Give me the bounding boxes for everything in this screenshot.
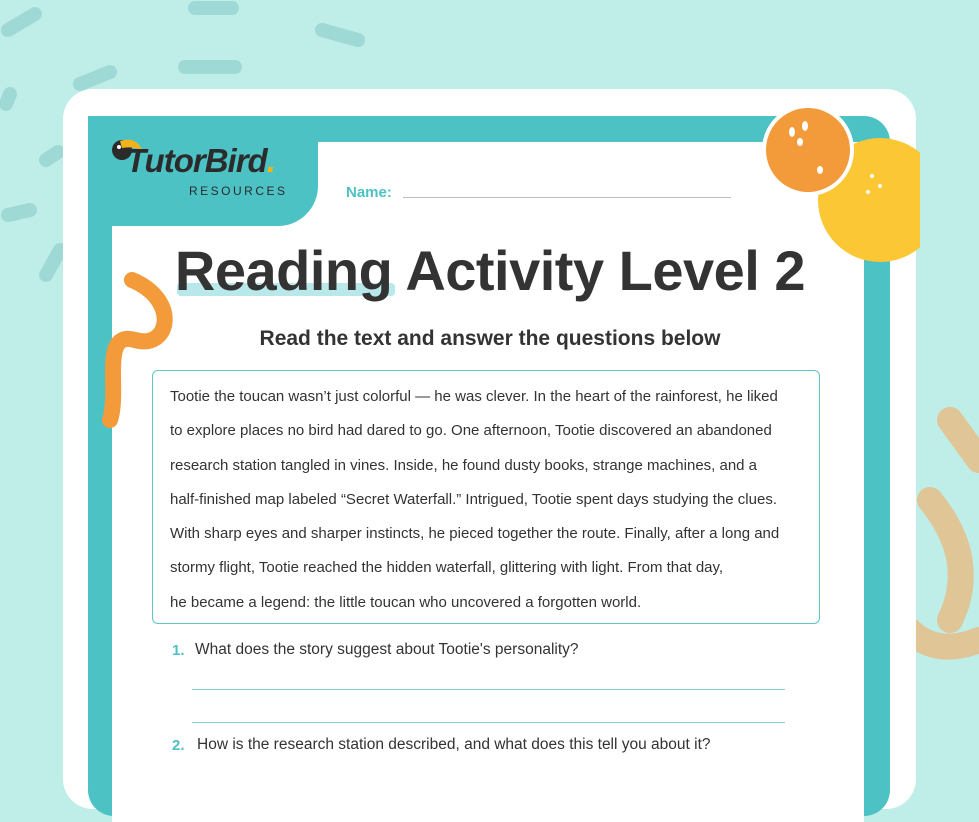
question-number: 2. (172, 737, 185, 754)
instructions: Read the text and answer the questions below (259, 327, 721, 350)
answer-line[interactable] (192, 722, 785, 723)
passage-line: half-finished map labeled “Secret Waterfall.” Intrigued, Tootie spent days studying the clues. (170, 490, 777, 508)
brand-subtitle: RESOURCES (189, 184, 288, 198)
question-text: What does the story suggest about Tootie's personality? (195, 641, 579, 658)
brand-logo (110, 140, 300, 210)
page-title: Reading Activity Level 2 (174, 239, 806, 302)
passage-line: stormy flight, Tootie reached the hidden waterfall, glittering with light. From that day, (170, 559, 724, 577)
question-text: How is the research station described, and what does this tell you about it? (197, 736, 711, 753)
passage-line: to explore places no bird had dared to go. One afternoon, Tootie discovered an abandoned (170, 422, 772, 440)
passage-line: he became a legend: the little toucan who uncovered a forgotten world. (170, 593, 642, 611)
brand-name: TutorBird. (126, 142, 275, 179)
answer-line[interactable] (192, 689, 785, 690)
name-label: Name: (346, 184, 392, 201)
passage-text (170, 380, 810, 620)
passage-line: With sharp eyes and sharper instincts, he pieced together the route. Finally, after a long and (170, 525, 780, 543)
name-field[interactable] (403, 197, 731, 198)
question-number: 1. (172, 642, 185, 659)
passage-line: research station tangled in vines. Inside, he found dusty books, strange machines, and a (170, 456, 758, 474)
passage-line: Tootie the toucan wasn’t just colorful — he was clever. In the heart of the rainforest, he liked (170, 388, 778, 405)
